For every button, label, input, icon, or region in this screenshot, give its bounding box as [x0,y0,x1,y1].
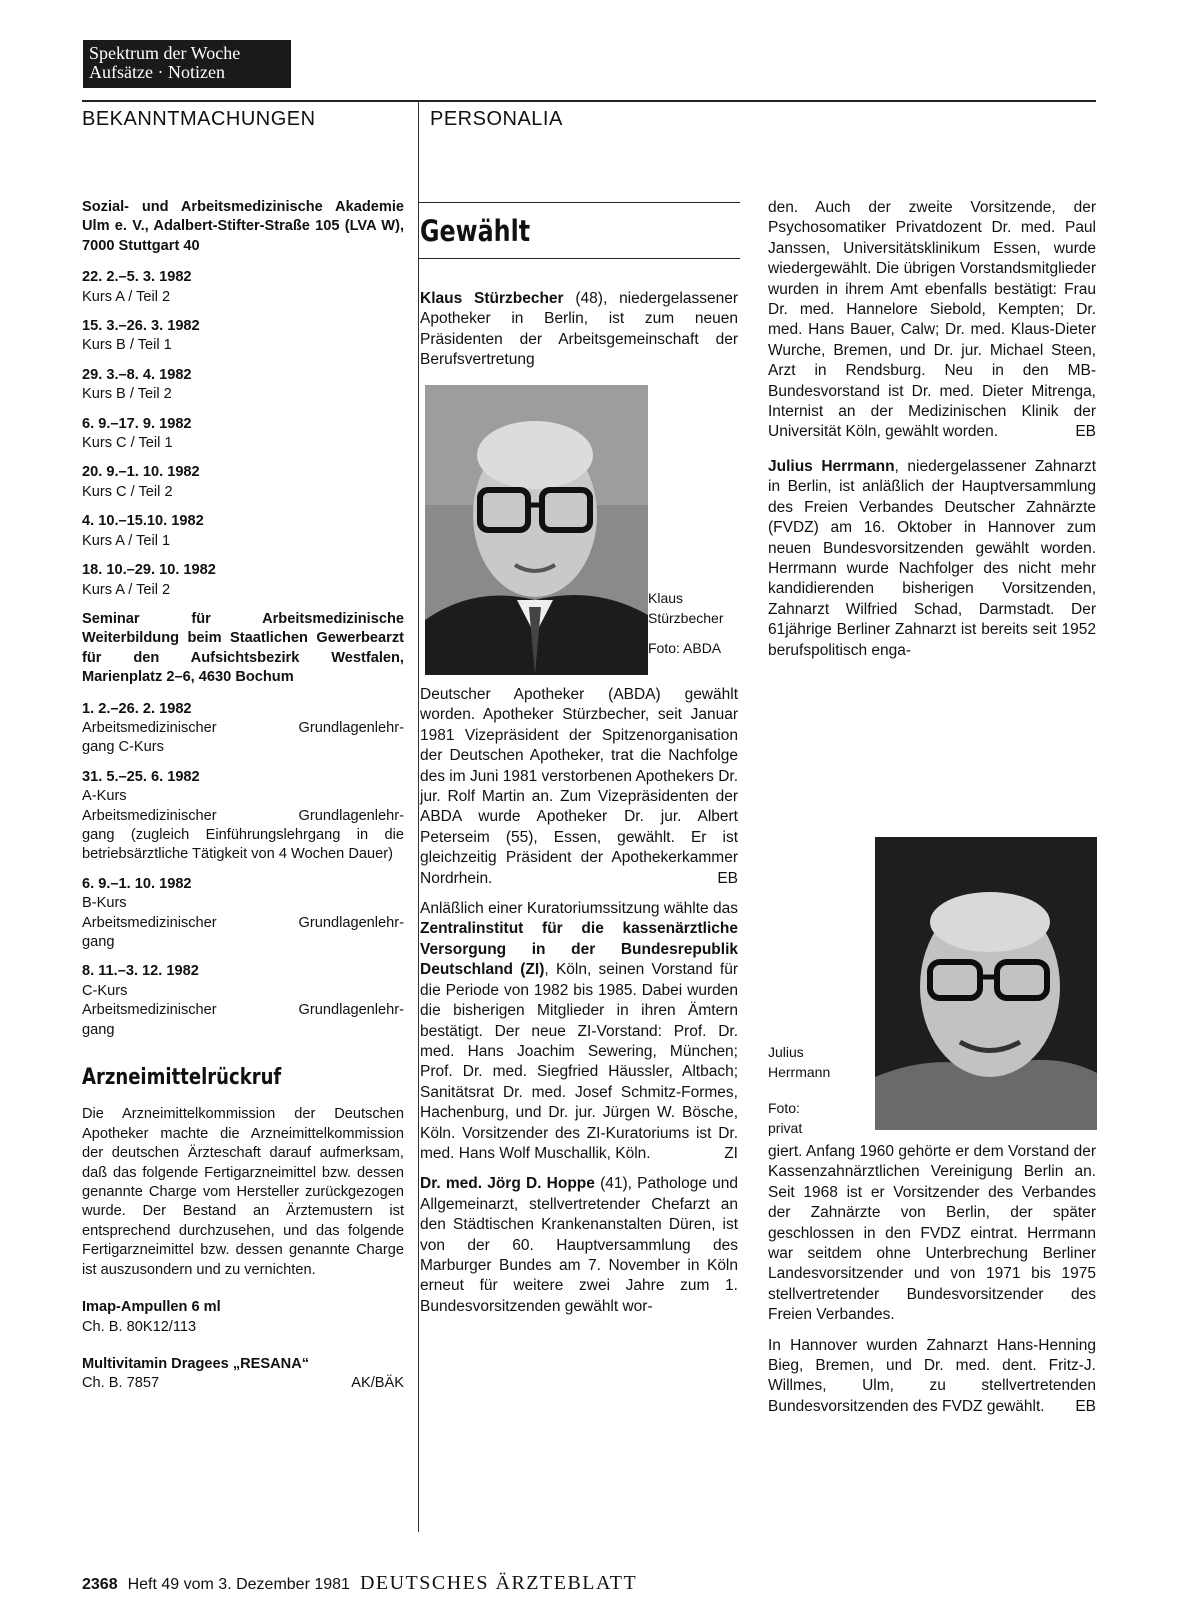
recall-text: Die Arzneimittelkommission der Deutschen Apotheker machte die Arzneimittelkommission der deutschen Ärzteschaft darauf aufmerksam, daß das folgende Fertigarzneimittel bzw. dessen genannte Charge vom Hersteller zurückgezogen wurde. Der Bestand an Ärztemustern ist entsprechend durchzusehen, und das folgende Fertigarzneimittel bzw. dessen genannte Charge ist auszusondern und zu vernichten. [82,1106,404,1278]
photo-credit-2: privat [768,1120,803,1136]
course-label: Kurs A / Teil 2 [82,581,171,598]
issue-info: Heft 49 vom 3. Dezember 1981 [127,1576,350,1593]
course-line-b: Grundlagenlehr- [298,807,404,824]
course-label: Kurs A / Teil 1 [82,532,171,549]
photo-credit-1: Foto: [768,1100,800,1116]
mid-para-3-sig: ZI [724,1144,738,1162]
course-label: Kurs A / Teil 2 [82,288,171,305]
course-line-b: Grundlagenlehr- [298,719,404,736]
course-list-1 [82,268,404,600]
product-1-charge: Ch. B. 80K12/113 [82,1318,197,1335]
mid-intro [420,289,738,381]
product-2-charge: Ch. B. 7857 [82,1375,160,1392]
mid-para-2: Deutscher Apotheker (ABDA) gewählt worden. Apotheker Stürzbecher, seit Januar 1981 Vizepräsident der Spitzenorganisation der Deutschen Apotheker, trat die Nachfolge des im Juni 1981 verstorbenen Apothekers Dr. jur. Rolf Martin an. Zum Vizepräsidenten der ABDA wurde Apotheker Dr. jur. Albert Peterseim (55), Essen, gewählt. Er ist gleichzeitig Präsident der Apothekerkammer Nordrhein. [420,686,738,887]
course-item [82,962,404,1040]
caption-line-1: Julius [768,1044,804,1060]
course-line-a: Arbeitsmedizinischer [82,807,217,824]
mid-para-2-sig: EB [717,869,738,887]
course-line [82,807,404,826]
org1-heading: Sozial- und Arbeitsmedizinische Akademie Ulm e. V., Adalbert-Stifter-Straße 105 (LVA W), 7000 Stuttgart 40 [82,199,404,254]
course-date: 18. 10.–29. 10. 1982 [82,562,216,579]
caption-line-1: Klaus [648,590,684,606]
photo-stuerzbecher [425,385,648,675]
course-item [82,317,404,356]
org2-heading: Seminar für Arbeitsmedizinische Weiterbildung beim Staatlichen Gewerbearzt für den Aufsichtsbezirk Westfalen, Marienplatz 2–6, 4630 Bochum [82,610,404,686]
person-name-herrmann: Julius Herrmann [768,457,895,475]
course-date: 29. 3.–8. 4. 1982 [82,366,192,383]
person-name-hoppe: Dr. med. Jörg D. Hoppe [420,1175,595,1193]
right-para-4-sig: EB [1075,1397,1096,1415]
course-item [82,700,404,758]
photo-stuerzbecher-caption [648,588,748,658]
course-date: 4. 10.–15.10. 1982 [82,513,204,530]
course-date: 6. 9.–17. 9. 1982 [82,415,192,432]
right-para-3: giert. Anfang 1960 gehörte er dem Vorstand der Kassenzahnärztlichen Vereinigung Berlin an. Seit 1968 ist er Vorsitzender des Verbandes der Zahnärzte von Berlin, der später geschlossen in den FVDZ eintrat. Herrmann war seitdem ohne Unterbrechung Berliner Landesvorsitzender und von 1971 bis 1975 stellvertretender Bundesvorsitzender des Freien Verbandes. [768,1143,1096,1324]
gewaehlt-rule-bottom [418,258,740,259]
product-1 [82,1298,404,1337]
course-label: Kurs C / Teil 2 [82,483,173,500]
course-list-2 [82,700,404,1041]
journal-name: DEUTSCHES ÄRZTEBLATT [359,1572,638,1594]
course-date: 8. 11.–3. 12. 1982 [82,963,199,980]
top-rule [82,100,1096,102]
right-para-2-text: , niedergelassener Zahnarzt in Berlin, ist anläßlich der Hauptversammlung des Freien Verbandes Deutscher Zahnärzte (FVDZ) am 16. Oktober in Hannover zum neuen Bundesvorsitzenden gewählt worden. Herrmann wurde Nachfolger des nicht mehr kandidierenden bisherigen Vorsitzenden, Zahnarzt Wilfried Schad, Darmstadt. Der 61jährige Berliner Zahnarzt ist bereits seit 1952 berufspolitisch enga- [768,457,1096,659]
mid-para-3-pre: Anläßlich einer Kuratoriumssitzung wählte das [420,900,738,918]
course-item [82,415,404,454]
course-item [82,768,404,865]
masthead-box [83,40,291,88]
course-date: 31. 5.–25. 6. 1982 [82,768,200,785]
course-rest: gang C-Kurs [82,739,164,756]
course-rest: gang [82,934,115,950]
course-label: Kurs B / Teil 2 [82,386,172,403]
course-item [82,561,404,600]
right-para-1: den. Auch der zweite Vorsitzende, der Psychosomatiker Privatdozent Dr. med. Paul Janssen, Universitätsklinikum Essen, wurde wiedergewählt. Die übrigen Vorstandsmitglieder wurden in ihrem Amt ebenfalls bestätigt: Frau Dr. med. Hannelore Siebold, Kempten; Dr. med. Hans Bauer, Calw; Dr. med. Klaus-Dieter Wurche, Bremen, und Dr. jur. Michael Steen, Arzt in Rendsburg. Neu in den MB-Bundesvorstand ist Dr. med. Dieter Mitrenga, Internist an der Medizinischen Klinik der Universität Köln, gewählt worden. [768,199,1096,441]
right-para-4: In Hannover wurden Zahnarzt Hans-Henning Bieg, Bremen, und Dr. med. dent. Fritz-J. Willmes, Ulm, zu stellvertretenden Bundesvorsitzenden des FVDZ gewählt. [768,1336,1096,1415]
photo-herrmann [875,837,1097,1130]
course-line-a: Arbeitsmedizinischer [82,914,217,931]
course-line [82,1001,404,1020]
course-line [82,914,404,933]
course-rest: gang (zugleich Einführungslehrgang in die betriebsärztliche Tätigkeit von 4 Wochen Dauer) [82,826,404,863]
course-type: A-Kurs [82,788,127,805]
course-item [82,268,404,307]
product-2-signature: AK/BÄK [351,1375,404,1392]
mid-intro-text: (48), niedergelassener Apotheker in Berlin, ist zum neuen Präsidenten der Arbeitsgemeinschaft der Berufsvertretung [420,290,738,369]
course-date: 20. 9.–1. 10. 1982 [82,464,200,481]
institute-name: Zentralinstitut für die kassenärztliche Versorgung in der Bundesrepublik Deutschland (ZI) [420,920,738,979]
mid-para-4-text: (41), Pathologe und Allgemeinarzt, stellvertretender Chefarzt an den Städtischen Krankenanstalten Düren, ist von der 60. Hauptversammlung des Marburger Bundes am 7. November in Köln erneut für weitere zwei Jahre zum 1. Bundesvorsitzenden gewählt wor- [420,1175,738,1315]
left-column [82,198,404,1394]
course-item [82,366,404,405]
course-label: Kurs B / Teil 1 [82,337,172,354]
course-type: B-Kurs [82,895,127,912]
right-para-1-sig: EB [1075,423,1096,441]
course-item [82,875,404,953]
section-head-personalia: PERSONALIA [430,108,563,130]
gewaehlt-heading: Gewählt [420,214,531,248]
course-line [82,719,404,738]
masthead-line2: Aufsätze · Notizen [89,62,225,82]
course-line-a: Arbeitsmedizinischer [82,1002,217,1019]
masthead-line1: Spektrum der Woche [89,43,241,63]
photo-credit: Foto: ABDA [648,640,722,656]
photo-herrmann-caption [768,1042,868,1138]
product-2-name: Multivitamin Dragees „RESANA“ [82,1355,310,1372]
course-date: 6. 9.–1. 10. 1982 [82,875,192,892]
course-line-b: Grundlagenlehr- [298,1002,404,1019]
course-line-b: Grundlagenlehr- [298,914,404,931]
course-date: 22. 2.–5. 3. 1982 [82,269,192,286]
course-item [82,512,404,551]
caption-line-2: Stürzbecher [648,610,724,626]
mid-para-3-text: , Köln, seinen Vorstand für die Periode von 1982 bis 1985. Dabei wurden die bisherigen Mitglieder in ihren Ämtern bestätigt. Der neue ZI-Vorstand: Prof. Dr. med. Hans Joachim Sewering, München; Prof. Dr. med. Siegfried Häussler, Altbach; Sanitätsrat Dr. med. Josef Schmitz-Formes, Hachenburg, und Dr. jur. Jürgen W. Bösche, Köln. Vorsitzender des ZI-Kuratoriums ist Dr. med. Hans Wolf Muschallik, Köln. [420,961,738,1162]
product-1-name: Imap-Ampullen 6 ml [82,1299,221,1316]
column-divider [418,100,419,1532]
gewaehlt-rule-top [418,202,740,203]
course-label: Kurs C / Teil 1 [82,435,173,452]
course-rest: gang [82,1021,115,1038]
section-head-bekanntmachungen: BEKANNTMACHUNGEN [82,108,316,130]
course-line-a: Arbeitsmedizinischer [82,719,217,736]
mid-body [420,685,738,1327]
course-item [82,463,404,502]
page-number: 2368 [82,1576,118,1593]
course-date: 15. 3.–26. 3. 1982 [82,318,200,335]
course-type: C-Kurs [82,982,128,999]
right-top [768,198,1096,671]
person-name-stuerzbecher: Klaus Stürzbecher [420,290,564,307]
right-bottom [768,1142,1096,1427]
recall-heading: Arzneimittelrückruf [82,1065,282,1091]
caption-line-2: Herrmann [768,1064,831,1080]
product-2 [82,1355,404,1394]
course-date: 1. 2.–26. 2. 1982 [82,700,192,717]
page-footer [82,1572,637,1595]
